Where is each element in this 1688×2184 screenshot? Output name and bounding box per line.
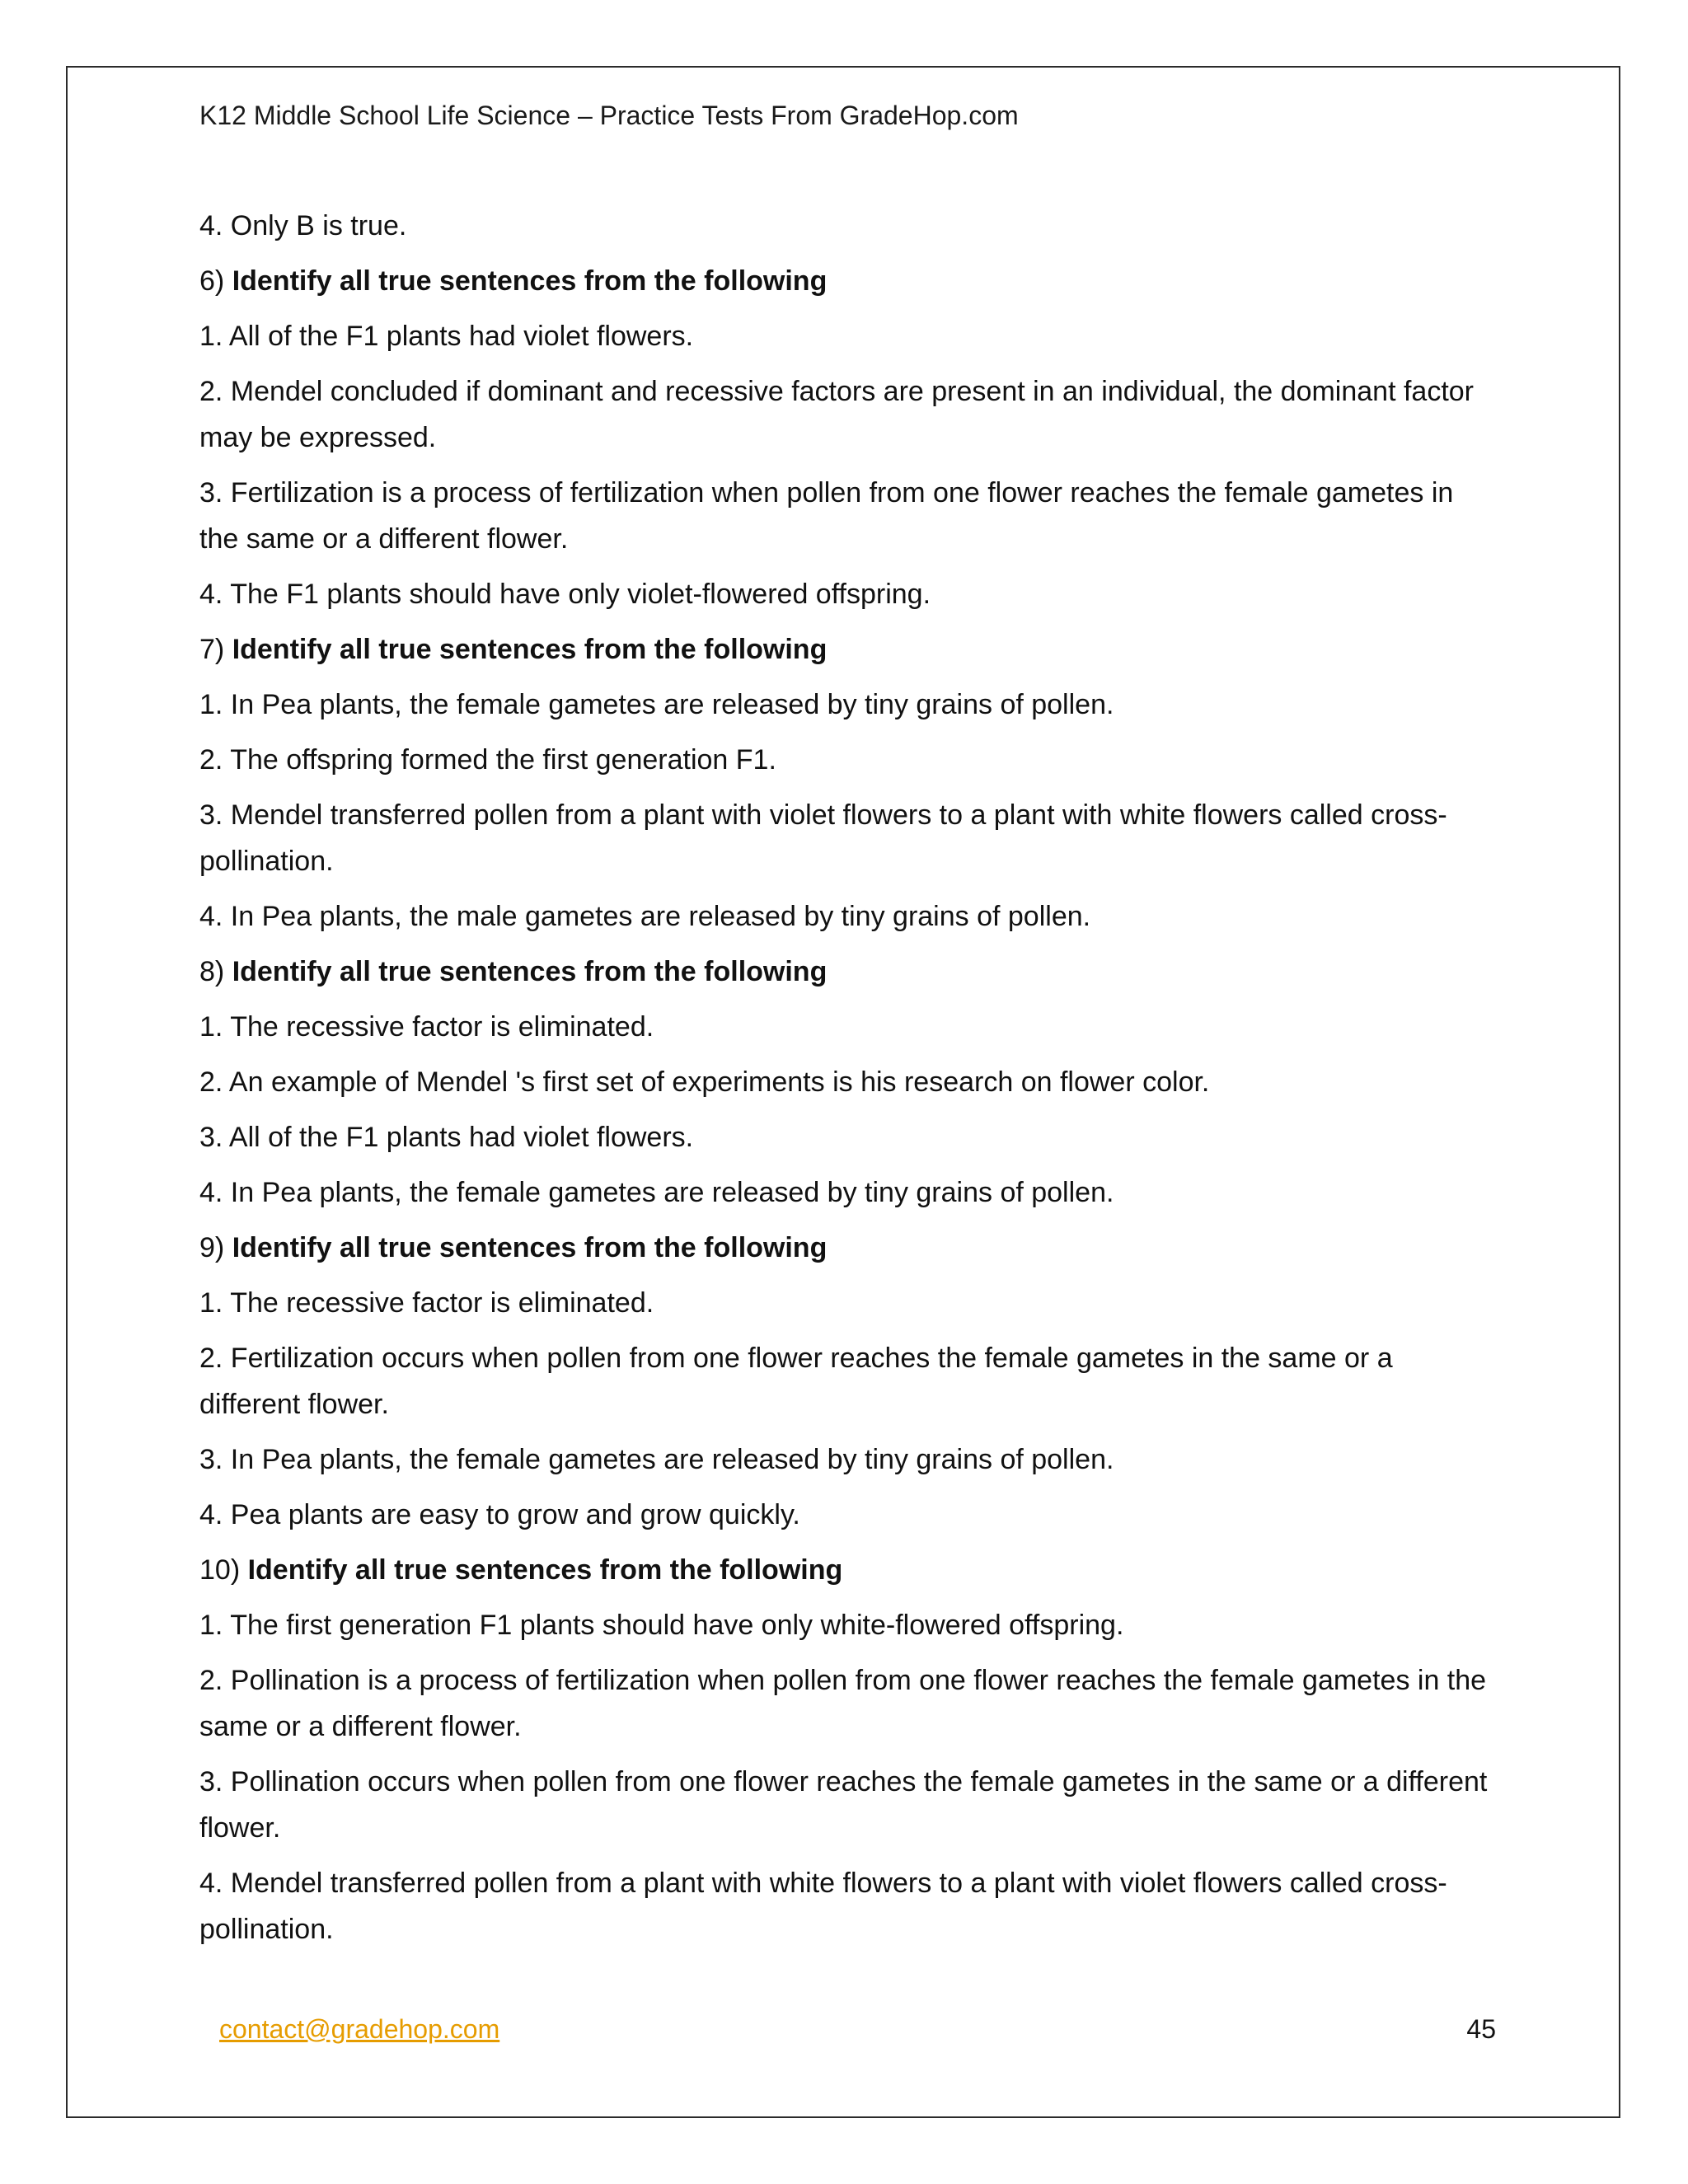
option-line: 3. In Pea plants, the female gametes are released by tiny grains of pollen. — [199, 1444, 1114, 1475]
question-heading — [199, 1225, 1498, 1271]
option-line: 1. The recessive factor is eliminated. — [199, 1011, 654, 1043]
option-line: 1. In Pea plants, the female gametes are released by tiny grains of pollen. — [199, 689, 1114, 720]
question-block — [199, 1547, 1498, 1952]
option-line: 2. Fertilization occurs when pollen from one flower reaches the female gametes in the same or a different flower. — [199, 1343, 1393, 1420]
question-heading — [199, 258, 1498, 304]
page-header: K12 Middle School Life Science – Practice Tests From GradeHop.com — [199, 101, 1019, 130]
contact-email-link[interactable]: contact@gradehop.com — [219, 2014, 500, 2044]
question-heading — [199, 626, 1498, 673]
option-line: 3. Fertilization is a process of fertilization when pollen from one flower reaches the female gametes in the same or a different flower. — [199, 477, 1454, 555]
question-block — [199, 949, 1498, 1216]
question-number: 8) — [199, 956, 225, 987]
option-line: 2. The offspring formed the first generation F1. — [199, 744, 776, 776]
question-block — [199, 1225, 1498, 1538]
question-block — [199, 258, 1498, 617]
answer-line: 4. Only B is true. — [199, 210, 407, 241]
option-line: 3. All of the F1 plants had violet flowers. — [199, 1122, 694, 1153]
option-line: 1. The first generation F1 plants should have only white-flowered offspring. — [199, 1610, 1124, 1641]
option-line: 4. In Pea plants, the female gametes are released by tiny grains of pollen. — [199, 1177, 1114, 1208]
option-line: 4. Mendel transferred pollen from a plant with white flowers to a plant with violet flowers called cross-pollination. — [199, 1868, 1447, 1945]
question-prompt: Identify all true sentences from the following — [232, 956, 828, 987]
option-line: 4. In Pea plants, the male gametes are released by tiny grains of pollen. — [199, 901, 1091, 932]
question-number: 6) — [199, 265, 225, 297]
option-line: 1. All of the F1 plants had violet flowers. — [199, 321, 694, 352]
question-prompt: Identify all true sentences from the following — [232, 634, 828, 665]
question-prompt: Identify all true sentences from the following — [232, 1232, 828, 1263]
question-heading — [199, 949, 1498, 995]
question-number: 10) — [199, 1554, 241, 1586]
question-heading — [199, 1547, 1498, 1593]
option-line: 4. The F1 plants should have only violet-flowered offspring. — [199, 579, 931, 610]
option-line: 1. The recessive factor is eliminated. — [199, 1287, 654, 1319]
option-line: 2. An example of Mendel 's first set of experiments is his research on flower color. — [199, 1066, 1210, 1098]
option-line: 2. Mendel concluded if dominant and recessive factors are present in an individual, the dominant factor may be expressed. — [199, 376, 1475, 453]
question-prompt: Identify all true sentences from the following — [232, 265, 828, 297]
option-line: 4. Pea plants are easy to grow and grow quickly. — [199, 1499, 800, 1530]
question-block — [199, 626, 1498, 940]
question-prompt: Identify all true sentences from the following — [247, 1554, 843, 1586]
document-body — [199, 203, 1498, 1961]
page-number: 45 — [1466, 2014, 1496, 2044]
option-line: 3. Pollination occurs when pollen from one flower reaches the female gametes in the same or a different flower. — [199, 1766, 1488, 1844]
option-line: 2. Pollination is a process of fertilization when pollen from one flower reaches the female gametes in the same or a different flower. — [199, 1665, 1487, 1742]
question-number: 9) — [199, 1232, 225, 1263]
option-line: 3. Mendel transferred pollen from a plant with violet flowers to a plant with white flowers called cross-pollination. — [199, 799, 1447, 877]
question-number: 7) — [199, 634, 225, 665]
